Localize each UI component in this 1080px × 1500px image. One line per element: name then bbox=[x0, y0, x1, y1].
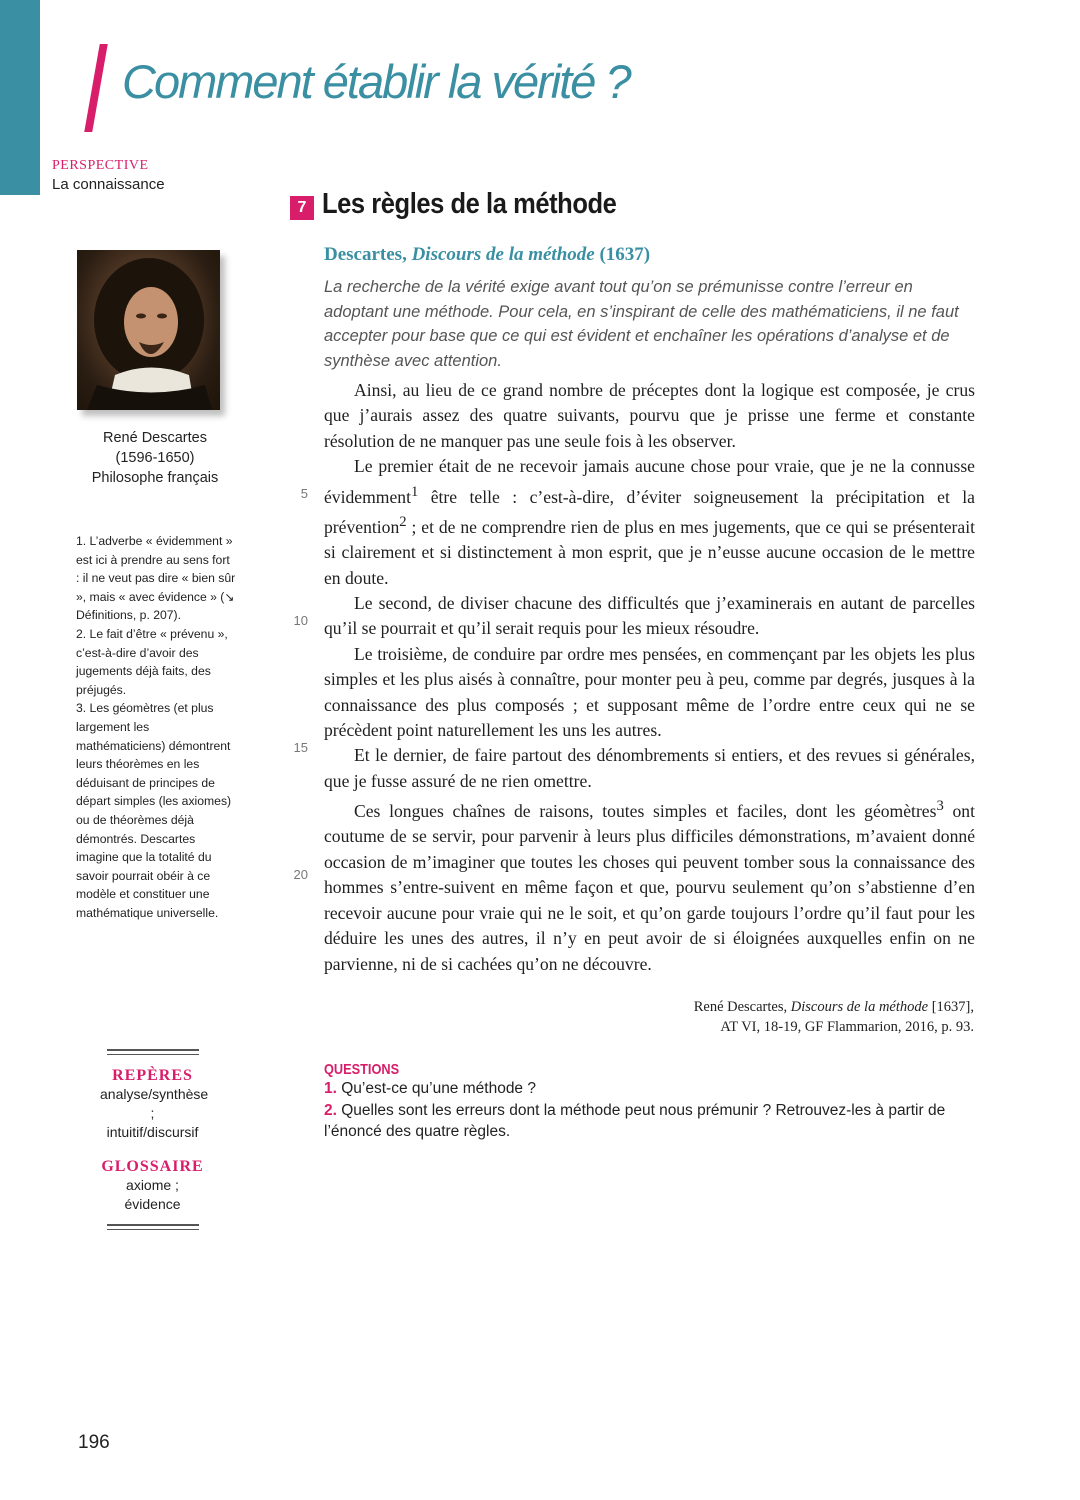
reperes-top-rule bbox=[107, 1049, 199, 1055]
reperes-box bbox=[100, 1049, 209, 1142]
descartes-portrait bbox=[77, 250, 220, 410]
footnote-ref-3: 3 bbox=[936, 798, 944, 815]
citation-book: Discours de la méthode bbox=[790, 999, 929, 1015]
source-author: Descartes, bbox=[324, 244, 407, 265]
footnote-3: 3. Les géomètres (et plus largement les mathématiciens) démontrent leurs théorèmes en les déduisant de principes de départ simples (les axiomes) ou de théorèmes déjà démontrés. Descartes imagine que la totalité du savoir pourrait obéir à ce modèle et constituer une mathématique universelle. bbox=[76, 701, 232, 920]
citation bbox=[694, 997, 974, 1037]
paragraph-segment: ont coutume de se servir, pour parvenir à leurs plus difficiles démonstrations, m’avaient donné occasion de m’imaginer que toutes les choses qui peuvent tomber sous la connaissance des hommes s’entre-suivent en même façon et que, pourvu seulement qu’on s’abstienne d’en recevoir aucune pour vraie qui ne le soit, et qu’on garde toujours l’ordre qu’il faut pour les déduire les unes des autres, il n’y en peut avoir de si éloignées auxquelles enfin on ne parvienne, ni de si cachées qu’on ne découvre. bbox=[324, 801, 975, 974]
main-text bbox=[324, 378, 975, 977]
glossaire-term: évidence bbox=[124, 1196, 181, 1212]
intro-text: La recherche de la vérité exige avant tout qu’on se prémunisse contre l’erreur en adoptant une méthode. Pour cela, en s’inspirant de celle des mathématiciens, il ne faut accepter pour base que ce qui est évident et enchaîner les opérations d’analyse et de synthèse avec attention. bbox=[324, 278, 959, 370]
paragraph bbox=[324, 794, 975, 977]
paragraph-segment: être telle : c’est-à-dire, d’éviter soigneusement la précipitation et la prévention bbox=[324, 486, 975, 537]
questions-title: QUESTIONS bbox=[324, 1061, 400, 1078]
paragraph: Ainsi, au lieu de ce grand nombre de préceptes dont la logique est composée, je crus que j’aurais assez des quatre suivants, pourvu que je prisse une ferme et constante résolution de ne manquer pas une seule fois à les observer. bbox=[324, 380, 975, 451]
source-book: Discours de la méthode bbox=[411, 244, 595, 265]
chapter-title: Comment établir la vérité ? bbox=[122, 55, 630, 108]
paragraph-segment: ; et de ne comprendre rien de plus en mes jugements, que ce qui se présenterait si clairement et si distinctement à mon esprit, que je n’eusse aucune occasion de le mettre en doute. bbox=[324, 516, 975, 588]
line-number-5: 5 bbox=[300, 486, 308, 501]
paragraph-segment: Ces longues chaînes de raisons, toutes simples et faciles, dont les géomètres bbox=[354, 801, 937, 822]
paragraph-segment: Le premier était de ne recevoir jamais aucune chose pour vraie, que je ne la connusse évidemment bbox=[324, 456, 975, 507]
glossaire-title: GLOSSAIRE bbox=[101, 1158, 204, 1175]
questions-block bbox=[324, 1061, 979, 1143]
source-line bbox=[324, 244, 650, 266]
section-title: Les règles de la méthode bbox=[322, 188, 617, 220]
perspective-value: La connaissance bbox=[52, 176, 165, 193]
glossaire-bottom-rule bbox=[107, 1224, 199, 1230]
footnote-1: 1. L’adverbe « évidemment » est ici à prendre au sens fort : il ne veut pas dire « bien sûr », mais « avec évidence » (↘ Définitions, p. 207). bbox=[76, 534, 236, 623]
perspective-block bbox=[52, 158, 165, 193]
section-number-badge: 7 bbox=[290, 196, 314, 220]
citation-line-2: AT VI, 18-19, GF Flammarion, 2016, p. 93. bbox=[720, 1019, 974, 1035]
chapter-tab-bar bbox=[0, 0, 40, 195]
paragraph: Le troisième, de conduire par ordre mes pensées, en commençant par les objets les plus simples et les plus aisés à connaître, pour monter peu à peu, comme par degrés, jusques à la connaissance des plus composés ; et supposant même de l’ordre entre ceux qui ne se précèdent point naturellement les uns les autres. bbox=[324, 643, 975, 740]
portrait-dates: (1596-1650) bbox=[115, 450, 195, 466]
paragraph bbox=[324, 454, 975, 591]
paragraph: Et le dernier, de faire partout des dénombrements si entiers, et des revues si générales, que je fusse assuré de ne rien omettre. bbox=[324, 745, 975, 791]
question-number: 1. bbox=[324, 1080, 337, 1097]
footnote-ref-1: 1 bbox=[410, 483, 419, 500]
footnotes bbox=[76, 532, 236, 922]
question-item bbox=[324, 1078, 979, 1100]
source-year: (1637) bbox=[599, 244, 651, 265]
page-number: 196 bbox=[78, 1432, 110, 1453]
perspective-label: PERSPECTIVE bbox=[52, 158, 149, 173]
glossaire-term: axiome ; bbox=[126, 1177, 179, 1193]
line-number-15: 15 bbox=[293, 740, 308, 755]
portrait-name: René Descartes bbox=[103, 430, 207, 446]
citation-date: [1637], bbox=[928, 999, 974, 1015]
citation-author: René Descartes, bbox=[693, 999, 788, 1015]
footnote-2: 2. Le fait d’être « prévenu », c’est-à-dire d’avoir des jugements déjà faits, des préjugés. bbox=[76, 626, 228, 697]
question-item bbox=[324, 1100, 979, 1143]
footnote-ref-2: 2 bbox=[399, 513, 407, 530]
question-text: Quelles sont les erreurs dont la méthode peut nous prémunir ? Retrouvez-les à partir de l’énoncé des quatre règles. bbox=[324, 1101, 946, 1140]
portrait-caption bbox=[60, 428, 250, 488]
reperes-term: analyse/synthèse ; bbox=[100, 1086, 209, 1121]
portrait-description: Philosophe français bbox=[91, 470, 219, 486]
reperes-title: REPÈRES bbox=[112, 1067, 193, 1084]
question-text: Qu’est-ce qu’une méthode ? bbox=[341, 1080, 536, 1097]
glossaire-box bbox=[100, 1158, 205, 1230]
portrait-illustration bbox=[77, 250, 220, 410]
title-slash bbox=[84, 44, 108, 132]
question-number: 2. bbox=[324, 1101, 337, 1119]
paragraph: Le second, de diviser chacune des difficultés que j’examinerais en autant de parcelles qu’il se pourrait et qu’il serait requis pour les mieux résoudre. bbox=[324, 592, 975, 639]
citation-line-1 bbox=[694, 997, 974, 1017]
reperes-term: intuitif/discursif bbox=[106, 1124, 199, 1140]
line-number-10: 10 bbox=[293, 613, 308, 628]
line-number-20: 20 bbox=[293, 867, 308, 882]
